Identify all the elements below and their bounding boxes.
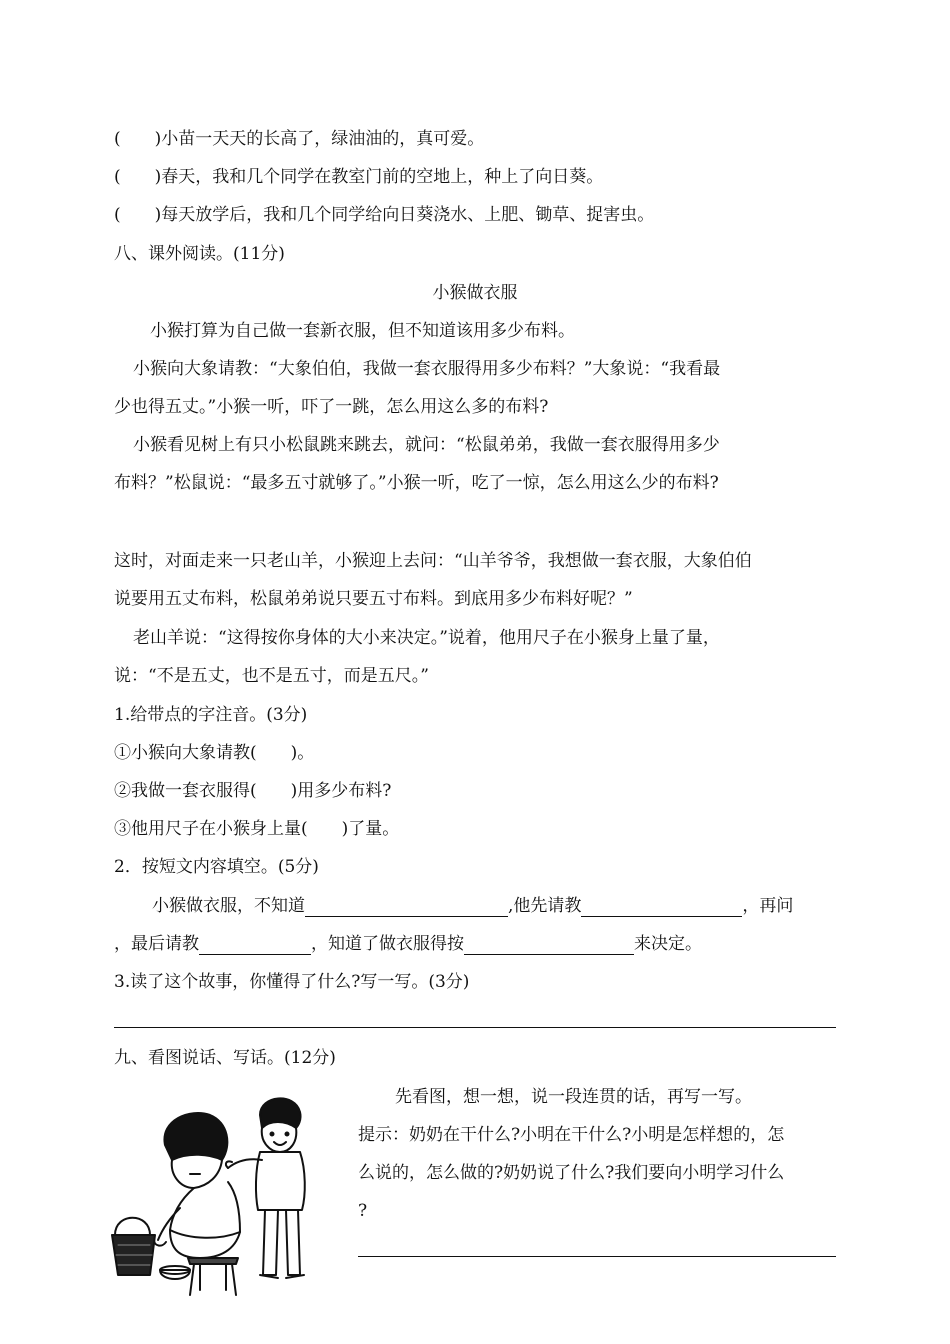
hint-line-2: 么说的，怎么做的?奶奶说了什么?我们要向小明学习什么 (358, 1163, 785, 1183)
question-3-prompt: 3.读了这个故事，你懂得了什么?写一写。(3分) (114, 972, 470, 992)
ordering-item-3: ( )每天放学后，我和几个同学给向日葵浇水、上肥、锄草、捉害虫。 (114, 205, 655, 225)
answer-line-question-3[interactable] (114, 1027, 836, 1028)
question-1-prompt: 1.给带点的字注音。(3分) (114, 705, 308, 725)
answer-line-writing[interactable] (358, 1256, 836, 1257)
answer-blank-1[interactable] (305, 898, 508, 917)
answer-blank-3[interactable] (199, 936, 311, 955)
hint-line-3: ? (358, 1201, 368, 1221)
question-2-prompt: 2．按短文内容填空。(5分) (114, 857, 319, 877)
section-8-heading: 八、课外阅读。(11分) (114, 244, 285, 264)
ordering-item-1: ( )小苗一天天的长高了，绿油油的，真可爱。 (114, 129, 485, 149)
question-2-line-1 (152, 895, 793, 917)
story-paragraph-1: 小猴打算为自己做一套新衣服，但不知道该用多少布料。 (150, 321, 575, 341)
ordering-item-2: ( )春天，我和几个同学在教室门前的空地上，种上了向日葵。 (114, 167, 604, 187)
hint-line-1: 提示：奶奶在干什么?小明在干什么?小明是怎样想的，怎 (358, 1125, 785, 1145)
story-paragraph-5-line-1: 老山羊说：“这得按你身体的大小来决定。”说着，他用尺子在小猴身上量了量， (133, 628, 720, 648)
fill-text: 来决定。 (634, 934, 702, 954)
story-paragraph-2-line-2: 少也得五丈。”小猴一听，吓了一跳，怎么用这么多的布料? (114, 397, 549, 417)
question-1-item-2: ②我做一套衣服得( )用多少布料? (114, 781, 392, 801)
fill-text: ，再问 (742, 896, 794, 916)
story-title: 小猴做衣服 (432, 283, 518, 303)
fill-text: ,他先请教 (508, 896, 582, 916)
fill-text: 小猴做衣服，不知道 (152, 896, 305, 916)
question-2-line-2 (114, 933, 702, 955)
section-9-heading: 九、看图说话、写话。(12分) (114, 1048, 336, 1068)
question-1-item-3: ③他用尺子在小猴身上量( )了量。 (114, 819, 400, 839)
story-paragraph-2-line-1: 小猴向大象请教：“大象伯伯，我做一套衣服得用多少布料？”大象说：“我看最 (133, 359, 721, 379)
grandma-and-child-illustration-icon (110, 1090, 340, 1305)
fill-text: ，知道了做衣服得按 (311, 934, 464, 954)
fill-text: ，最后请教 (114, 934, 199, 954)
story-paragraph-3-line-1: 小猴看见树上有只小松鼠跳来跳去，就问：“松鼠弟弟，我做一套衣服得用多少 (133, 435, 720, 455)
story-paragraph-4-line-2: 说要用五丈布料，松鼠弟弟说只要五寸布料。到底用多少布料好呢？” (114, 589, 633, 609)
question-1-item-1: ①小猴向大象请教( )。 (114, 743, 315, 763)
answer-blank-2[interactable] (581, 898, 742, 917)
answer-blank-4[interactable] (464, 936, 634, 955)
writing-instruction: 先看图，想一想，说一段连贯的话，再写一写。 (395, 1087, 752, 1107)
story-paragraph-5-line-2: 说：“不是五丈，也不是五寸，而是五尺。” (114, 666, 429, 686)
story-paragraph-3-line-2: 布料？”松鼠说：“最多五寸就够了。”小猴一听，吃了一惊，怎么用这么少的布料? (114, 473, 719, 493)
story-paragraph-4-line-1: 这时，对面走来一只老山羊，小猴迎上去问：“山羊爷爷，我想做一套衣服，大象伯伯 (114, 551, 752, 571)
